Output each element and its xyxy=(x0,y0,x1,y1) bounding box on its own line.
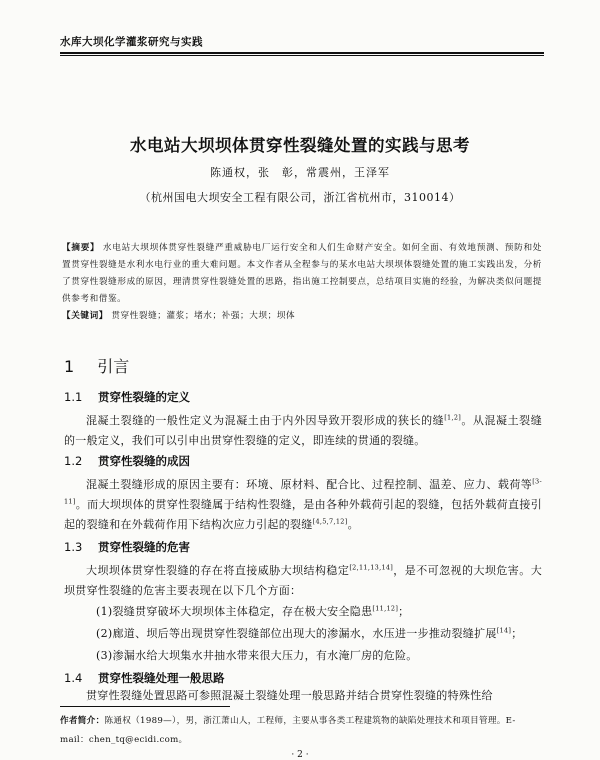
paper-title: 水电站大坝坝体贯穿性裂缝处置的实践与思考 xyxy=(130,136,470,155)
subsection-number: 1.4 xyxy=(64,671,83,685)
section-number: 1 xyxy=(64,357,75,376)
subsection-heading-1-2 xyxy=(64,453,190,469)
running-head: 水库大坝化学灌浆研究与实践 xyxy=(60,36,203,48)
paragraph-text: 。 xyxy=(347,518,359,531)
paragraph-text: 。从混凝土裂缝的一般定义，我们可以引申出贯穿性裂缝的定义，即连续的贯通的裂缝。 xyxy=(64,414,542,447)
paragraph-text: 大坝坝体贯穿性裂缝的存在将直接威胁大坝结构稳定 xyxy=(86,564,350,577)
header-rule-thin xyxy=(60,55,544,56)
footnote-rule xyxy=(60,706,230,707)
keywords xyxy=(62,309,542,321)
list-item: (3)渗漏水给大坝集水井抽水带来很大压力，有水淹厂房的危险。 xyxy=(96,649,418,662)
paragraph-text: 混凝土裂缝的一般性定义为混凝土由于内外因导致开裂形成的狭长的缝 xyxy=(86,414,445,427)
footnote-label: 作者简介： xyxy=(60,716,105,726)
paragraph-text: 。而大坝坝体的贯穿性裂缝属于结构性裂缝，是由各种外载荷引起的裂缝，包括外载荷直接引起的裂缝和在外载荷作用下结构次应力引起的裂缝 xyxy=(64,498,542,531)
citation[interactable]: [11,12] xyxy=(372,604,399,613)
list-item: (1)裂缝贯穿破坏大坝坝体主体稳定，存在极大安全隐患[11,12]； xyxy=(96,604,410,618)
footnote-text: 陈通权（1989—），男，浙江萧山人，工程师，主要从事各类工程建筑物的缺陷处理技术和项目管理。E-mail：chen_tq@ecidi.com。 xyxy=(60,716,516,745)
citation[interactable]: [14] xyxy=(496,626,512,635)
citation[interactable]: [1,2] xyxy=(444,413,462,422)
abstract-label: 【摘要】 xyxy=(62,243,100,253)
subsection-number: 1.3 xyxy=(64,540,83,554)
author-list: 陈通权，张 彰，常震州，王泽军 xyxy=(210,166,390,179)
subsection-title: 贯穿性裂缝的危害 xyxy=(98,540,191,554)
subsection-heading-1-4 xyxy=(64,670,225,686)
citation[interactable]: [4,5,7,12] xyxy=(312,517,348,526)
paragraph-1-1 xyxy=(64,411,542,451)
citation[interactable]: [3-11] xyxy=(64,477,542,506)
subsection-number: 1.1 xyxy=(64,390,83,404)
author-footnote xyxy=(60,712,544,750)
paragraph-1-4 xyxy=(64,686,542,706)
subsection-title: 贯穿性裂缝处理一般思路 xyxy=(98,671,225,685)
author-affiliation: （杭州国电大坝安全工程有限公司，浙江省杭州市，310014） xyxy=(139,191,461,204)
abstract-text: 水电站大坝坝体贯穿性裂缝严重威胁电厂运行安全和人们生命财产安全。如何全面、有效地预测、预防和处置贯穿性裂缝是水利水电行业的重大难问题。本文作者从全程参与的某水电站大坝坝体裂缝处置的施工实践出发，分析了贯穿性裂缝形成的原因，理清贯穿性裂缝处置的思路，指出施工控制要点，总结项目实施的经验，为解决类似问题提供参考和借鉴。 xyxy=(62,243,542,304)
subsection-title: 贯穿性裂缝的定义 xyxy=(98,390,191,404)
subsection-heading-1-3 xyxy=(64,539,190,555)
header-rule xyxy=(60,52,544,54)
citation[interactable]: [2,11,13,14] xyxy=(349,563,394,572)
subsection-number: 1.2 xyxy=(64,454,83,468)
page-number: · 2 · xyxy=(291,750,309,760)
paragraph-text: 贯穿性裂缝处置思路可参照混凝土裂缝处理一般思路并结合贯穿性裂缝的特殊性给 xyxy=(86,689,493,702)
hazard-list xyxy=(64,601,542,667)
paragraph-1-2 xyxy=(64,475,542,535)
list-item: (2)廊道、坝后等出现贯穿性裂缝部位出现大的渗漏水，水压进一步推动裂缝扩展[14]； xyxy=(96,626,523,640)
section-title: 引言 xyxy=(97,357,130,376)
abstract xyxy=(62,240,542,308)
paragraph-text: ，是不可忽视的大坝危害。大坝贯穿性裂缝的危害主要表现在以下几个方面： xyxy=(64,564,542,597)
keywords-label: 【关键词】 xyxy=(62,311,108,321)
paragraph-text: 混凝土裂缝形成的原因主要有：环境、原材料、配合比、过程控制、温差、应力、载荷等 xyxy=(86,478,533,491)
subsection-title: 贯穿性裂缝的成因 xyxy=(98,454,191,468)
paragraph-1-3 xyxy=(64,561,542,601)
keywords-text: 贯穿性裂缝；灌浆；堵水；补强；大坝；坝体 xyxy=(111,311,296,321)
subsection-heading-1-1 xyxy=(64,389,190,405)
section-heading-1 xyxy=(64,354,129,377)
